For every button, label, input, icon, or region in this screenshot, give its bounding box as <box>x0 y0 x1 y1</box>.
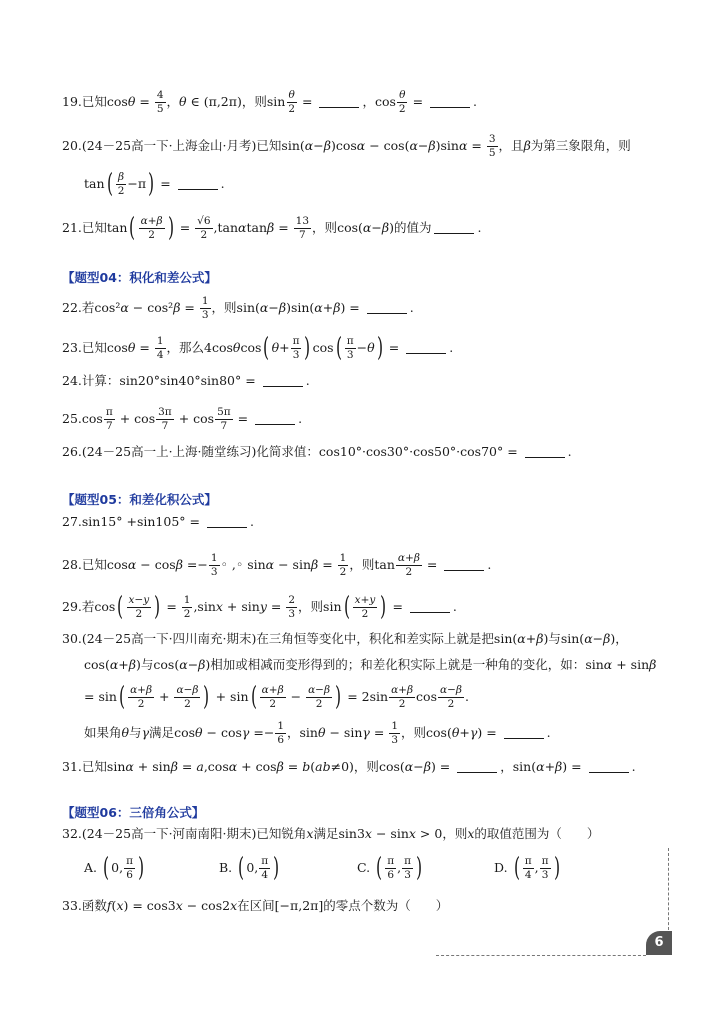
question-30: 30.(24－25高一下·四川南充·期末)在三角恒等变化中，积化和差实际上就是把sin(α+β)与sin(α−β)， <box>62 631 628 646</box>
question-30-line4: 如果角θ与γ满足cosθ − cosγ =− $\frac{1}{6}$ ，sinθ − sinγ = $\frac{1}{3}$ ，则cos(θ+γ) = . <box>84 720 551 747</box>
question-33: 33.函数f(x) = cos3x − cos2x在区间[−π,2π]的零点个数为（ ） <box>62 898 449 913</box>
question-20: 20.(24－25高一下·上海金山·月考)已知sin(α−β)cosα − cos(α−β)sinα = $\frac{3}{5}$ ，且β为第三象限角，则 <box>62 133 631 160</box>
answer-blank[interactable] <box>410 612 450 613</box>
question-27: 27.sin15° +sin105° = . <box>62 514 254 529</box>
question-30-line3: = sin( $\frac{\alpha+\beta}{2}$ + $\frac{\alpha-\beta}{2}$ ) + sin( $\frac{\alpha+\beta}{2}$ − $\frac{\alpha-\beta}{2}$ ) = 2sin $\frac{\alpha+\beta}{2}$ cos $\frac{\alpha-\beta}{2}$ . <box>84 682 469 713</box>
section-heading-04: 【题型04：积化和差公式】 <box>62 270 217 285</box>
section-heading-06: 【题型06：三倍角公式】 <box>62 805 205 820</box>
answer-blank[interactable] <box>589 772 629 773</box>
answer-blank[interactable] <box>263 386 303 387</box>
question-26: 26.(24－25高一上·上海·随堂练习)化简求值：cos10°·cos30°·cos50°·cos70° = . <box>62 444 572 459</box>
question-29: 29.若cos( $\frac{x-y}{2}$ ) = $\frac{1}{2}$ ,sinx + siny = $\frac{2}{3}$ ，则sin( $\frac{x+y}{2}$ ) = . <box>62 592 457 623</box>
section-heading-05: 【题型05：和差化积公式】 <box>62 492 217 507</box>
question-28: 28.已知cosα − cosβ =− $\frac{1}{3}$ ◦ ,◦ sinα − sinβ = $\frac{1}{2}$ ，则tan $\frac{\alpha+\beta}{2}$ = . <box>62 552 492 579</box>
option-c[interactable]: C. ( $\frac{\pi}{6}$ , $\frac{\pi}{3}$ ) <box>357 853 423 884</box>
answer-blank[interactable] <box>434 233 474 234</box>
question-24: 24.计算：sin20°sin40°sin80° = . <box>62 373 310 388</box>
question-30-line2: cos(α+β)与cos(α−β)相加或相减而变形得到的；和差化积实际上就是一种角的变化，如：sinα + sinβ <box>84 657 657 672</box>
question-31: 31.已知sinα + sinβ = a,cosα + cosβ = b(ab≠0)，则cos(α−β) = ，sin(α+β) = . <box>62 759 636 774</box>
answer-blank[interactable] <box>430 107 470 108</box>
page-corner-dashed-vertical <box>668 848 669 930</box>
answer-blank[interactable] <box>444 570 484 571</box>
question-19: 19.已知cosθ = $\frac{4}{5}$ ，θ ∈ (π,2π)，则sin $\frac{\theta}{2}$ = ，cos $\frac{\theta}{2}$ = . <box>62 89 478 116</box>
answer-blank[interactable] <box>504 738 544 739</box>
page-corner-dashed-horizontal <box>436 955 646 956</box>
page-number: 6 <box>646 931 672 955</box>
answer-blank[interactable] <box>207 527 247 528</box>
question-22: 22.若cos²α − cos²β = $\frac{1}{3}$ ，则sin(α−β)sin(α+β) = . <box>62 295 414 322</box>
answer-blank[interactable] <box>367 313 407 314</box>
option-b[interactable]: B. ( 0, $\frac{\pi}{4}$ ) <box>219 853 280 884</box>
option-a[interactable]: A. ( 0, $\frac{\pi}{6}$ ) <box>84 853 145 884</box>
answer-blank[interactable] <box>319 107 359 108</box>
answer-blank[interactable] <box>178 189 218 190</box>
question-25: 25.cos $\frac{\pi}{7}$ + cos $\frac{3\pi}{7}$ + cos $\frac{5\pi}{7}$ = . <box>62 406 303 433</box>
answer-blank[interactable] <box>255 424 295 425</box>
question-20-line2: tan( $\frac{\beta}{2}$ −π) = . <box>84 169 225 200</box>
answer-blank[interactable] <box>457 772 497 773</box>
option-d[interactable]: D. ( $\frac{\pi}{4}$ , $\frac{\pi}{3}$ ) <box>494 853 560 884</box>
question-21: 21.已知tan( $\frac{\alpha+\beta}{2}$ ) = $\frac{√6}{2}$ ,tanαtanβ = $\frac{13}{7}$ ，则cos(α−β)的值为 . <box>62 213 482 244</box>
question-23: 23.已知cosθ = $\frac{1}{4}$ ，那么4cosθcos( θ+ $\frac{\pi}{3}$ ) cos( $\frac{\pi}{3}$ −θ) = . <box>62 333 454 364</box>
answer-blank[interactable] <box>525 457 565 458</box>
answer-blank[interactable] <box>406 353 446 354</box>
question-32: 32.(24－25高一下·河南南阳·期末)已知锐角x满足sin3x − sinx > 0，则x的取值范围为（ ） <box>62 826 600 841</box>
